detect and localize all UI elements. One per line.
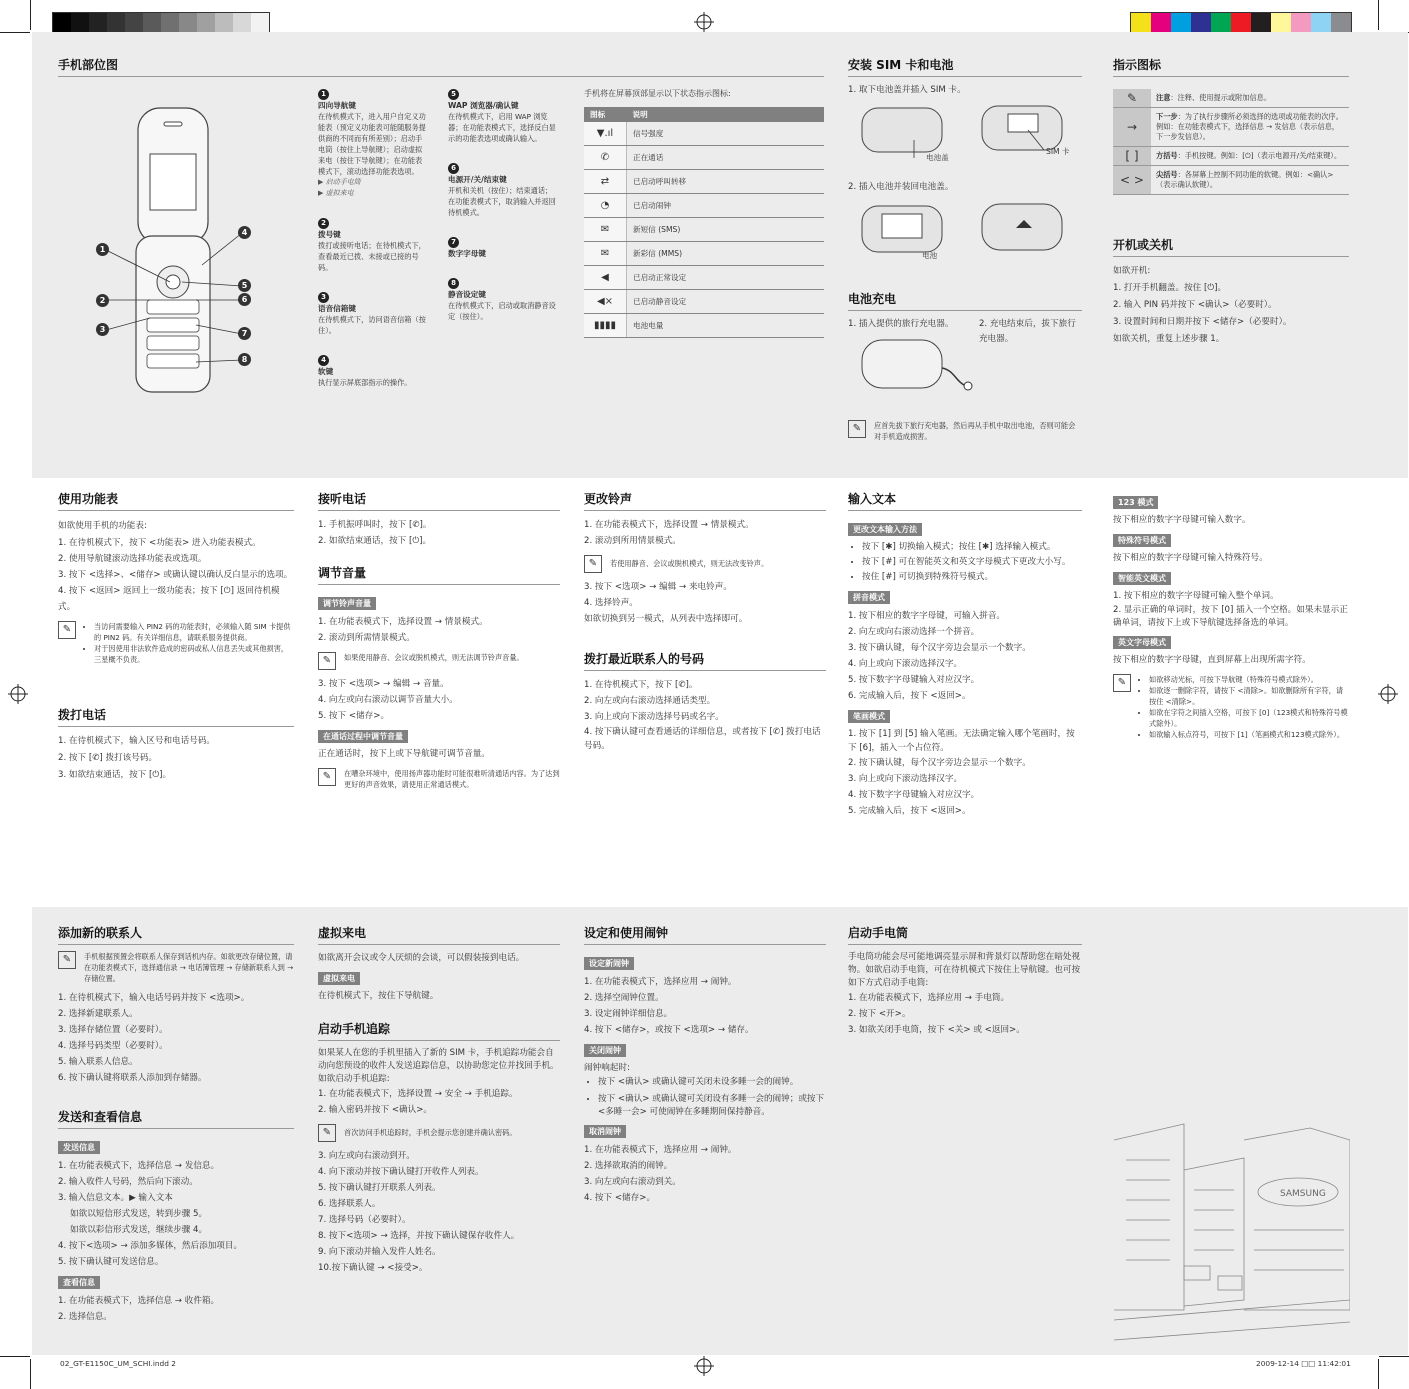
- callout-4: 4: [238, 226, 251, 239]
- key-desc: 1 四向导航键 在待机模式下，进入用户自定义功能表（预定义功能表可能随服务提供商的不同而有所差别）；启动手电筒（按住上导航键）；启动虚拟来电（按住下导航键）；在功能表模式下，滚动选择功能表选项。 ▶ 启动手电筒 ▶ 虚拟来电: [318, 90, 426, 197]
- key-desc: 8 静音设定键 在待机模式下，启动或取消静音设定（按住）。: [448, 279, 556, 321]
- gray-swatch: [251, 13, 269, 33]
- section-sim: 安装 SIM 卡和电池 1. 取下电池盖并插入 SIM 卡。: [848, 56, 1082, 98]
- color-swatch: [1151, 13, 1171, 33]
- color-swatch: [1171, 13, 1191, 33]
- section-torch: 启动手电筒 手电筒功能会尽可能地调亮显示屏和背景灯以帮助您在暗处视物。如欲启动手电筒，可在待机模式下按住上导航键。也可按如下方式启动手电筒: 1. 在功能表模式下，选择应用 → 手电筒。 2. 按下 <开>。 3. 如欲关闭手电筒，按下 <关> 或 <返回>。: [848, 926, 1081, 1035]
- note-icon: ✎: [1113, 89, 1151, 108]
- section-answer: 接听电话 1. 手机振呼叫时，按下 [✆]。 2. 如欲结束通话，按下 [⏻]。: [318, 490, 560, 549]
- key-desc: 6 电源开/关/结束键 开机和关机（按住）；结束通话；在功能表模式下，取消输入并返回待机模式。: [448, 164, 556, 217]
- section-input: 输入文本 更改文本输入方法 • 按下 [✱] 切换输入模式；按住 [✱] 选择输入模式。 • 按下 [#] 可在智能英文和英文字母模式下更改大小写。 • 按住 [#] 可切换到特殊符号模式。 拼音模式 1. 按下相应的数字字母键，可输入拼音。 2. 向左或向右滚动选择一个拼音。 3. 按下确认键，每个汉字旁边会显示一个数字。 4. 向上或向下滚动选择汉字。 5. 按下数字字母键输入对应汉字。 6. 完成输入后，按下 <返回>。 笔画模式 1. 按下 [1] 到 [5] 输入笔画。无法确定输入哪个笔画时，按下 [6]，插入一个占位符。 2. 按下确认键，每个汉字旁边会显示一个数字。 3. 向上或向下滚动选择汉字。 4. 按下数字字母键输入对应汉字。 5. 完成输入后，按下 <返回>。: [848, 490, 1082, 819]
- grayscale-bar: [52, 12, 270, 34]
- crop-mark: [1378, 1359, 1379, 1389]
- note-icon: ✎: [58, 621, 76, 639]
- section-title: 虚拟来电: [318, 924, 560, 945]
- section-title: 设定和使用闹钟: [584, 924, 826, 945]
- table-row: ◔ 已启动闹钟: [584, 194, 824, 218]
- modes-note: ✎ • 如欲移动光标，可按下导航键（特殊符号模式除外）。 • 如欲逐一删除字符，请按下 <清除>。如欲删除所有字符，请按住 <清除>。 • 如欲在字符之间插入空格，可按下 [0]（123模式和特殊符号模式除外）。 • 如欲输入标点符号，可按下 [1]（笔画模式和123模式除外）。: [1113, 674, 1349, 740]
- color-swatch: [1251, 13, 1271, 33]
- section-title: 开机或关机: [1113, 236, 1349, 257]
- gray-swatch: [233, 13, 251, 33]
- color-swatch: [1311, 13, 1331, 33]
- contact-note: ✎ 手机根据预置会将联系人保存到话机内存。如欲更改存储位置，请在功能表模式下，选择通信录 → 电话簿管理 → 存储新联系人到 → 存储位置。: [58, 951, 294, 984]
- key-desc: 2 拨号键 拨打或接听电话；在待机模式下，查看最近已拨、未接或已接的号码。: [318, 219, 426, 272]
- tracker-note: ✎ 首次访问手机追踪时，手机会提示您创建并确认密码。: [318, 1124, 560, 1142]
- indicator-table: [1113, 89, 1349, 195]
- color-swatch: [1271, 13, 1291, 33]
- footer-file: 02_GT-E1150C_UM_SCHI.indd 2: [60, 1359, 176, 1368]
- gray-swatch: [89, 13, 107, 33]
- key-desc: 3 语音信箱键 在待机模式下，访问语音信箱（按住）。: [318, 293, 426, 335]
- table-row: ✉ 新彩信 (MMS): [584, 242, 824, 266]
- alarm-icon: ◔: [584, 194, 627, 218]
- section-power: 开机或关机 如欲开机: 1. 打开手机翻盖。按住 [⏻]。 2. 输入 PIN 码并按下 <确认>（必要时）。 3. 设置时间和日期并按下 <储存>（必要时）。 如欲关机，重复上述步骤 1。: [1113, 236, 1349, 348]
- label-sim: SIM 卡: [1046, 147, 1070, 156]
- section-title: 安装 SIM 卡和电池: [848, 56, 1082, 77]
- gray-swatch: [161, 13, 179, 33]
- color-swatch: [1191, 13, 1211, 33]
- volume-note: ✎ 在嘈杂环境中，使用扬声器功能时可能很难听清通话内容。为了达到更好的声音效果，请使用正常通话模式。: [318, 768, 560, 790]
- section-title: 启动手电筒: [848, 924, 1082, 945]
- callout-5: 5: [238, 279, 251, 292]
- callout-7: 7: [238, 327, 251, 340]
- section-title: 更改铃声: [584, 490, 826, 511]
- gray-swatch: [107, 13, 125, 33]
- gray-swatch: [215, 13, 233, 33]
- key-desc: 7 数字字母键: [448, 238, 486, 258]
- charger-illustration: [858, 334, 978, 398]
- section-tracker: 启动手机追踪 如果某人在您的手机里插入了新的 SIM 卡，手机追踪功能会自动向您预设的收件人发送追踪信息，以协助您定位并找回手机。如欲启动手机追踪: 1. 在功能表模式下，选择设置 → 安全 → 手机追踪。 2. 输入密码并按下 <确认>。 ✎ 首次访问手机追踪时，手机会提示您创建并确认密码。 3. 向左或向右滚动到开。 4. 向下滚动并按下确认键打开收件人列表。 5. 按下确认键打开联系人列表。 6. 选择联系人。 7. 选择号码（必要时）。 8. 按下<选项> → 选择，并按下确认键保存收件人。 9. 向下滚动并输入发件人姓名。 10.按下确认键 → <接受>。: [318, 1022, 559, 1273]
- menu-note: ✎ • 当访问需要输入 PIN2 码的功能表时，必须输入随 SIM 卡提供的 PIN2 码。有关详细信息，请联系服务提供商。 • 对于因使用非法软件造成的密码或私人信息丢失或其他损害，三星概不负责。: [58, 621, 294, 665]
- color-swatch: [1231, 13, 1251, 33]
- note-icon: ✎: [848, 420, 866, 438]
- battery-icon: ▮▮▮▮: [584, 314, 627, 338]
- section-title: 输入文本: [848, 490, 1082, 511]
- key-desc: 4 软键 执行显示屏底部指示的操作。: [318, 356, 412, 387]
- table-row: ✉ 新短信 (SMS): [584, 218, 824, 242]
- label-battery: 电池: [922, 251, 938, 260]
- section-title: 电池充电: [848, 290, 1082, 311]
- section-recent: 拨打最近联系人的号码 1. 在待机模式下，按下 [✆]。 2. 向左或向右滚动选择通话类型。 3. 向上或向下滚动选择号码或名字。 4. 按下确认键可查看通话的详细信息，或者按下 [✆] 拨打电话号码。: [584, 650, 826, 753]
- key-desc: 5 WAP 浏览器/确认键 在待机模式下，启用 WAP 浏览器；在功能表模式下，选择反白显示的功能表选项或确认输入。: [448, 90, 556, 143]
- section-fake-call: 虚拟来电 如欲离开会议或令人厌烦的会谈，可以假装接到电话。 虚拟来电 在待机模式下，按住下导航键。: [318, 924, 560, 1004]
- note-icon: ✎: [318, 1124, 336, 1142]
- sms-icon: ✉: [584, 218, 627, 242]
- section-modes: 123 模式 按下相应的数字字母键可输入数字。 特殊符号模式 按下相应的数字字母键可输入特殊符号。 智能英文模式 1. 按下相应的数字字母键可输入整个单词。 2. 显示正确的单词时，按下 [0] 插入一个空格。如果未显示正确单词，请按下上或下导航键选择备选的单词。 英文字母模式 按下相应的数字字母键，直到屏幕上出现所需字符。 ✎ • 如欲移动光标，可按下导航键（特殊符号模式除外）。 • 如欲逐一删除字符，请按下 <清除>。如欲删除所有字符，请按住 <清除>。 • 如欲在字符之间插入空格，可按下 [0]（123模式和特殊符号模式除外）。 • 如欲输入标点符号，可按下 [1]（笔画模式和123模式除外）。: [1113, 490, 1349, 746]
- crop-mark: [0, 1356, 30, 1357]
- callout-3: 3: [96, 323, 109, 336]
- section-contact: 添加新的联系人 ✎ 手机根据预置会将联系人保存到话机内存。如欲更改存储位置，请在功能表模式下，选择通信录 → 电话簿管理 → 存储新联系人到 → 存储位置。 1. 在待机模式下，输入电话号码并按下 <选项>。 2. 选择新建联系人。 3. 选择存储位置（必要时）。 4. 选择号码类型（必要时）。 5. 输入联系人信息。 6. 按下确认键将联系人添加到存储器。: [58, 926, 294, 1083]
- callout-8: 8: [238, 353, 251, 366]
- callout-2: 2: [96, 294, 109, 307]
- note-icon: ✎: [318, 768, 336, 786]
- label-cover: 电池盖: [926, 153, 949, 162]
- sim-step2: 2. 插入电池并装回电池盖。: [848, 182, 954, 192]
- mms-icon: ✉: [584, 242, 627, 266]
- sim-illustration: [858, 100, 1078, 170]
- section-title: 添加新的联系人: [58, 924, 294, 945]
- signal-icon: ▼.ıl: [584, 122, 627, 146]
- gray-swatch: [53, 13, 71, 33]
- table-row: ▼.ıl 信号强度: [584, 122, 824, 146]
- gray-swatch: [143, 13, 161, 33]
- note-icon: ✎: [1113, 674, 1131, 692]
- note-icon: ✎: [58, 951, 76, 969]
- table-row: ✆ 正在通话: [584, 146, 824, 170]
- registration-mark-icon: [694, 12, 714, 32]
- phone-diagram: [92, 100, 262, 400]
- angle-brackets-icon: < >: [1113, 166, 1151, 195]
- status-table: [584, 107, 824, 338]
- crop-mark: [1378, 0, 1379, 30]
- crop-mark: [30, 0, 31, 30]
- table-row: [ ] 方括号：手机按键。例如：[⏻]（表示电源开/关/结束键）。: [1113, 147, 1349, 166]
- gray-swatch: [197, 13, 215, 33]
- crop-mark: [30, 1359, 31, 1389]
- table-row: < > 尖括号：各屏幕上控制不同功能的软键。例如：<确认>（表示确认软键）。: [1113, 166, 1349, 195]
- brand-sign: SAMSUNG: [1280, 1189, 1326, 1199]
- arrow-right-icon: →: [1113, 108, 1151, 147]
- section-title: 接听电话: [318, 490, 560, 511]
- table-row: ⇄ 已启动呼叫转移: [584, 170, 824, 194]
- charge-note: ✎ 应首先拔下旅行充电器，然后再从手机中取出电池，否则可能会对手机造成损害。: [848, 420, 1082, 442]
- col-icon: 图标: [584, 107, 627, 122]
- key-desc-col-2: [448, 88, 558, 322]
- section-volume: 调节音量 调节铃声音量 1. 在功能表模式下，选择设置 → 情景模式。 2. 滚动到所需情景模式。 ✎ 如果使用静音、会议或脱机模式，则无法调节铃声音量。 3. 按下 <选项> → 编辑 → 音量。 4. 向左或向右滚动以调节音量大小。 5. 按下 <储存>。 在通话过程中调节音量 正在通话时，按下上或下导航键可调节音量。 ✎ 在嘈杂环境中，使用扬声器功能时可能很难听清通话内容。为了达到更好的声音效果，请使用正常通话模式。: [318, 566, 560, 789]
- section-menu: 使用功能表 如欲使用手机的功能表: 1. 在待机模式下，按下 <功能表> 进入功能表模式。 2. 使用导航键滚动选择功能表或选项。 3. 按下 <选择>、<储存> 或确认键以确认反白显示的选项。 4. 按下 <返回> 返回上一级功能表；按下 [⏻] 返回待机模式。 ✎ • 当访问需要输入 PIN2 码的功能表时，必须输入随 SIM 卡提供的 PIN2 码。有关详细信息，请联系服务提供商。 • 对于因使用非法软件造成的密码或私人信息丢失或其他损害，三星概不负责。: [58, 490, 294, 671]
- square-brackets-icon: [ ]: [1113, 147, 1151, 166]
- status-icons: [584, 88, 824, 338]
- callout-1: 1: [96, 243, 109, 256]
- section-title: 拨打电话: [58, 706, 294, 727]
- callout-6: 6: [238, 293, 251, 306]
- mute-icon: ◀×: [584, 290, 627, 314]
- section-title: 使用功能表: [58, 490, 294, 511]
- table-row: ▮▮▮▮ 电池电量: [584, 314, 824, 338]
- crop-mark: [0, 32, 30, 33]
- status-intro: 手机将在屏幕顶部显示以下状态指示图标:: [584, 89, 731, 98]
- footer-date: 2009-12-14 □□ 11:42:01: [1256, 1359, 1351, 1368]
- gray-swatch: [125, 13, 143, 33]
- note-icon: ✎: [584, 555, 602, 573]
- color-swatch: [1291, 13, 1311, 33]
- section-title: 手机部位图: [58, 56, 824, 77]
- registration-mark-icon: [8, 684, 28, 704]
- color-swatch: [1131, 13, 1151, 33]
- crop-mark: [1379, 1356, 1409, 1357]
- city-sketch-illustration: [1114, 1100, 1350, 1352]
- section-phone-parts: [58, 56, 824, 83]
- speaker-icon: ◀: [584, 266, 627, 290]
- registration-mark-icon: [1378, 684, 1398, 704]
- gray-swatch: [71, 13, 89, 33]
- color-swatch: [1331, 13, 1351, 33]
- section-alarm: 设定和使用闹钟 设定新闹钟 1. 在功能表模式下，选择应用 → 闹钟。 2. 选择空闹钟位置。 3. 设定闹钟详细信息。 4. 按下 <储存>，或按下 <选项> → 储存。 关闭闹钟 闹钟响起时: • 按下 <确认> 或确认键可关闭未设多睡一会的闹钟。 • 按下 <确认> 或确认键可关闭设有多睡一会的闹钟；或按下 <多睡一会> 可使闹钟在多睡期间保持静音。 取消闹钟 1. 在功能表模式下，选择应用 → 闹钟。 2. 选择欲取消的闹钟。 3. 向左或向右滚动到关。 4. 按下 <储存>。: [584, 924, 826, 1206]
- section-dial: 拨打电话 1. 在待机模式下，输入区号和电话号码。 2. 按下 [✆] 拨打该号码。 3. 如欲结束通话，按下 [⏻]。: [58, 706, 294, 784]
- battery-illustration: [858, 200, 1078, 264]
- note-icon: ✎: [318, 652, 336, 670]
- section-title: 发送和查看信息: [58, 1108, 294, 1129]
- table-row: ✎ 注意：注释、使用提示或附加信息。: [1113, 89, 1349, 108]
- table-row: ◀ 已启动正常设定: [584, 266, 824, 290]
- section-title: 指示图标: [1113, 56, 1349, 77]
- color-bar: [1130, 12, 1352, 34]
- table-row: ◀× 已启动静音设定: [584, 290, 824, 314]
- ringtone-note: ✎ 若使用静音、会议或脱机模式，则无法改变铃声。: [584, 555, 826, 573]
- table-row: → 下一步：为了执行步骤所必须选择的选项或功能表的次序。例如：在功能表模式下，选择信息 → 发信息（表示信息，下一步发信息）。: [1113, 108, 1349, 147]
- charge-steps: 1. 插入提供的旅行充电器。 2. 充电结束后，拔下旅行充电器。: [848, 319, 1076, 344]
- section-indicators: [1113, 56, 1349, 195]
- section-ringtone: 更改铃声 1. 在功能表模式下，选择设置 → 情景模式。 2. 滚动到所用情景模式。 ✎ 若使用静音、会议或脱机模式，则无法改变铃声。 3. 按下 <选项> → 编辑 → 来电铃声。 4. 选择铃声。 如欲切换到另一模式，从列表中选择即可。: [584, 490, 826, 627]
- volume-note: ✎ 如果使用静音、会议或脱机模式，则无法调节铃声音量。: [318, 652, 560, 670]
- section-title: 拨打最近联系人的号码: [584, 650, 826, 671]
- call-icon: ✆: [584, 146, 627, 170]
- key-desc-col-1: [318, 88, 428, 388]
- col-desc: 说明: [627, 107, 825, 122]
- registration-mark-icon: [694, 1356, 714, 1376]
- color-swatch: [1211, 13, 1231, 33]
- section-title: 启动手机追踪: [318, 1020, 560, 1041]
- section-messages: 发送和查看信息 发送信息 1. 在功能表模式下，选择信息 → 发信息。 2. 输入收件人号码，然后向下滚动。 3. 输入信息文本。▶ 输入文本 如欲以短信形式发送，转到步骤 5。 如欲以彩信形式发送，继续步骤 4。 4. 按下<选项> → 添加多媒体，然后添加项目。 5. 按下确认键可发送信息。 查看信息 1. 在功能表模式下，选择信息 → 收件箱。 2. 选择信息。: [58, 1108, 294, 1325]
- section-title: 调节音量: [318, 564, 560, 585]
- divert-icon: ⇄: [584, 170, 627, 194]
- gray-swatch: [179, 13, 197, 33]
